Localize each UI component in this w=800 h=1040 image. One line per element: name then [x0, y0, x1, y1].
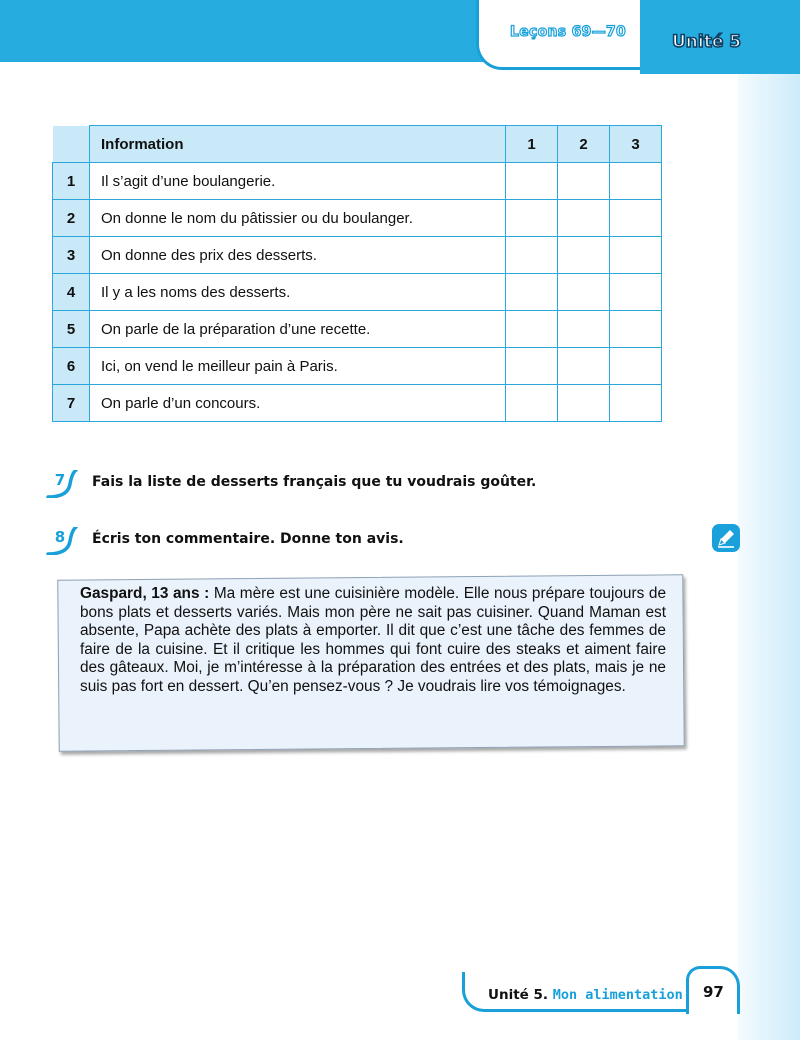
unit-label: Unité 5	[672, 32, 742, 52]
check-cell[interactable]	[558, 348, 610, 385]
header-col-1: 1	[506, 126, 558, 163]
table-corner-cell	[53, 126, 90, 163]
check-cell[interactable]	[506, 163, 558, 200]
exercise-number: 8	[54, 528, 66, 546]
side-bar	[738, 74, 800, 1040]
row-number: 1	[53, 163, 90, 200]
table-header-row	[53, 126, 662, 163]
check-cell[interactable]	[558, 237, 610, 274]
comment-text	[80, 585, 666, 697]
table-row	[53, 200, 662, 237]
header-col-2: 2	[558, 126, 610, 163]
row-text: Il y a les noms des desserts.	[90, 274, 506, 311]
check-cell[interactable]	[610, 348, 662, 385]
table-row	[53, 237, 662, 274]
footer-label	[488, 987, 683, 1003]
check-cell[interactable]	[558, 200, 610, 237]
check-cell[interactable]	[610, 237, 662, 274]
check-cell[interactable]	[558, 311, 610, 348]
row-number: 4	[53, 274, 90, 311]
check-cell[interactable]	[506, 274, 558, 311]
row-text: On donne le nom du pâtissier ou du boulanger.	[90, 200, 506, 237]
row-number: 3	[53, 237, 90, 274]
footer-unit: Unité 5.	[488, 987, 549, 1003]
check-cell[interactable]	[506, 237, 558, 274]
comment-author: Gaspard, 13 ans :	[80, 585, 210, 602]
footer-title: Mon alimentation	[552, 987, 683, 1003]
row-number: 5	[53, 311, 90, 348]
check-cell[interactable]	[558, 274, 610, 311]
exercise-instruction: Écris ton commentaire. Donne ton avis.	[92, 531, 404, 547]
lessons-label: Leçons 69—70	[510, 24, 627, 40]
exercise-number: 7	[54, 471, 66, 489]
check-cell[interactable]	[506, 348, 558, 385]
exercise-instruction: Fais la liste de desserts français que tu voudrais goûter.	[92, 474, 537, 490]
check-cell[interactable]	[610, 311, 662, 348]
check-cell[interactable]	[610, 163, 662, 200]
check-cell[interactable]	[558, 163, 610, 200]
header-information: Information	[90, 126, 506, 163]
table-row	[53, 348, 662, 385]
check-cell[interactable]	[506, 311, 558, 348]
comment-body: Ma mère est une cuisinière modèle. Elle nous prépare toujours de bons plats et desserts variés. Mais mon père ne sait pas cuisiner. Quand Maman est absente, Papa achète des plats à emporter. Il dit que c’est une tâche des femmes de faire de la cuisine. Et il critique les hommes qui font cuire des steaks et aiment faire des gâteaux. Moi, je m’intéresse à la préparation des entrées et des plats, mais je ne suis pas fort en dessert. Qu’en pensez-vous ? Je voudrais lire vos témoignages.	[80, 585, 667, 695]
row-text: On donne des prix des desserts.	[90, 237, 506, 274]
row-text: Il s’agit d’une boulangerie.	[90, 163, 506, 200]
page-number: 97	[703, 983, 724, 1001]
check-cell[interactable]	[506, 200, 558, 237]
header-col-3: 3	[610, 126, 662, 163]
check-cell[interactable]	[506, 385, 558, 422]
row-text: On parle de la préparation d’une recette.	[90, 311, 506, 348]
check-cell[interactable]	[558, 385, 610, 422]
check-cell[interactable]	[610, 385, 662, 422]
check-cell[interactable]	[610, 200, 662, 237]
table-row	[53, 311, 662, 348]
table-row	[53, 274, 662, 311]
table-row	[53, 385, 662, 422]
row-text: Ici, on vend le meilleur pain à Paris.	[90, 348, 506, 385]
row-number: 2	[53, 200, 90, 237]
table-row	[53, 163, 662, 200]
row-text: On parle d’un concours.	[90, 385, 506, 422]
check-cell[interactable]	[610, 274, 662, 311]
row-number: 7	[53, 385, 90, 422]
row-number: 6	[53, 348, 90, 385]
information-table	[52, 125, 662, 422]
pencil-icon	[712, 524, 740, 552]
